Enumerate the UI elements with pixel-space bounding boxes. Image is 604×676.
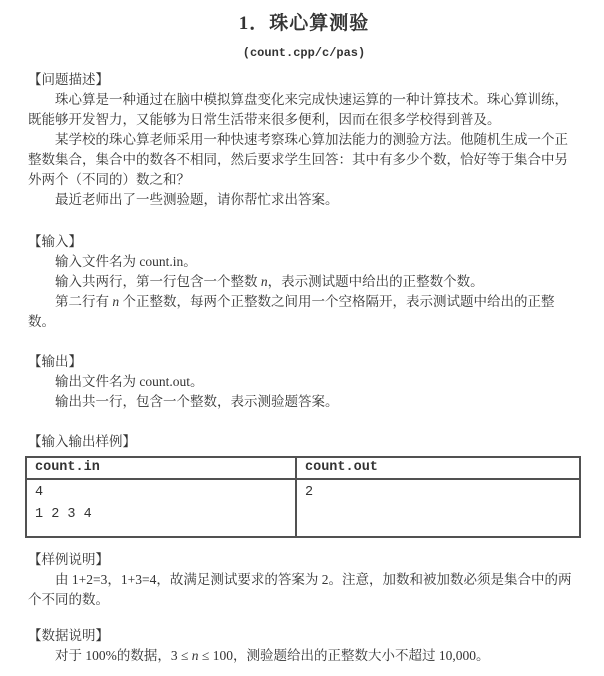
input-line-2-text: 输入共两行，第一行包含一个整数: [55, 274, 261, 289]
variable-n: n: [191, 648, 199, 663]
section-heading-samples: 【输入输出样例】: [28, 434, 136, 449]
section-heading-problem: 【问题描述】: [28, 72, 109, 87]
constraints-text-post: ≤ 100，测验题给出的正整数大小不超过 10,000。: [198, 648, 490, 663]
problem-paragraph-3: 最近老师出了一些测验题，请你帮忙求出答案。: [55, 192, 339, 207]
table-header-row: [26, 457, 580, 479]
explanation-text: 由 1+2=3，1+3=4，故满足测试要求的答案为 2。注意，加数和被加数必须是集合中的两个不同的数。: [28, 572, 572, 607]
sample-input-header: count.in: [26, 457, 296, 479]
section-sample-explanation: [28, 550, 580, 610]
section-heading-constraints: 【数据说明】: [28, 628, 109, 643]
section-problem-description: [28, 70, 580, 210]
sample-io-table: [25, 456, 581, 538]
input-line-2: [28, 272, 580, 292]
table-data-row: [26, 479, 580, 537]
variable-n: n: [112, 294, 120, 309]
input-line-2-text-after: ，表示测试题中给出的正整数个数。: [267, 274, 484, 289]
section-heading-output: 【输出】: [28, 354, 82, 369]
sample-input-line: 4: [35, 485, 44, 500]
section-sample-io: [28, 432, 580, 538]
sample-output-header: count.out: [296, 457, 580, 479]
input-line-1: 输入文件名为 count.in。: [55, 254, 197, 269]
section-heading-input: 【输入】: [28, 234, 82, 249]
constraints-text: [28, 646, 580, 666]
section-data-constraints: [28, 626, 580, 666]
problem-paragraph-2: 某学校的珠心算老师采用一种快速考察珠心算加法能力的测验方法。他随机生成一个正整数集合，集合中的数各不相同，然后要求学生回答：其中有多少个数，恰好等于集合中另外两个（不同的）数之和？: [28, 132, 568, 187]
variable-n: n: [260, 274, 268, 289]
sample-output-line: 2: [305, 485, 314, 500]
output-line-2: 输出共一行，包含一个整数，表示测验题答案。: [55, 394, 339, 409]
output-line-1: 输出文件名为 count.out。: [55, 374, 204, 389]
problem-title: 1．珠心算测验: [238, 13, 370, 34]
section-output-format: [28, 352, 580, 412]
constraints-text-pre: 对于 100%的数据，3 ≤: [55, 648, 192, 663]
input-line-3-text-after: 个正整数，每两个正整数之间用一个空格隔开，表示测试题中给出的正整数。: [28, 294, 555, 329]
sample-output-cell: [296, 479, 580, 537]
section-input-format: [28, 232, 580, 332]
sample-input-line: 1 2 3 4: [35, 507, 92, 522]
section-heading-explanation: 【样例说明】: [28, 552, 109, 567]
input-line-3: [28, 292, 580, 332]
input-line-3-text: 第二行有: [55, 294, 113, 309]
problem-paragraph-1: 珠心算是一种通过在脑中模拟算盘变化来完成快速运算的一种计算技术。珠心算训练，既能够开发智力，又能够为日常生活带来很多便利，因而在很多学校得到普及。: [28, 92, 568, 127]
source-filenames: (count.cpp/c/pas): [242, 46, 366, 60]
sample-input-cell: [26, 479, 296, 537]
